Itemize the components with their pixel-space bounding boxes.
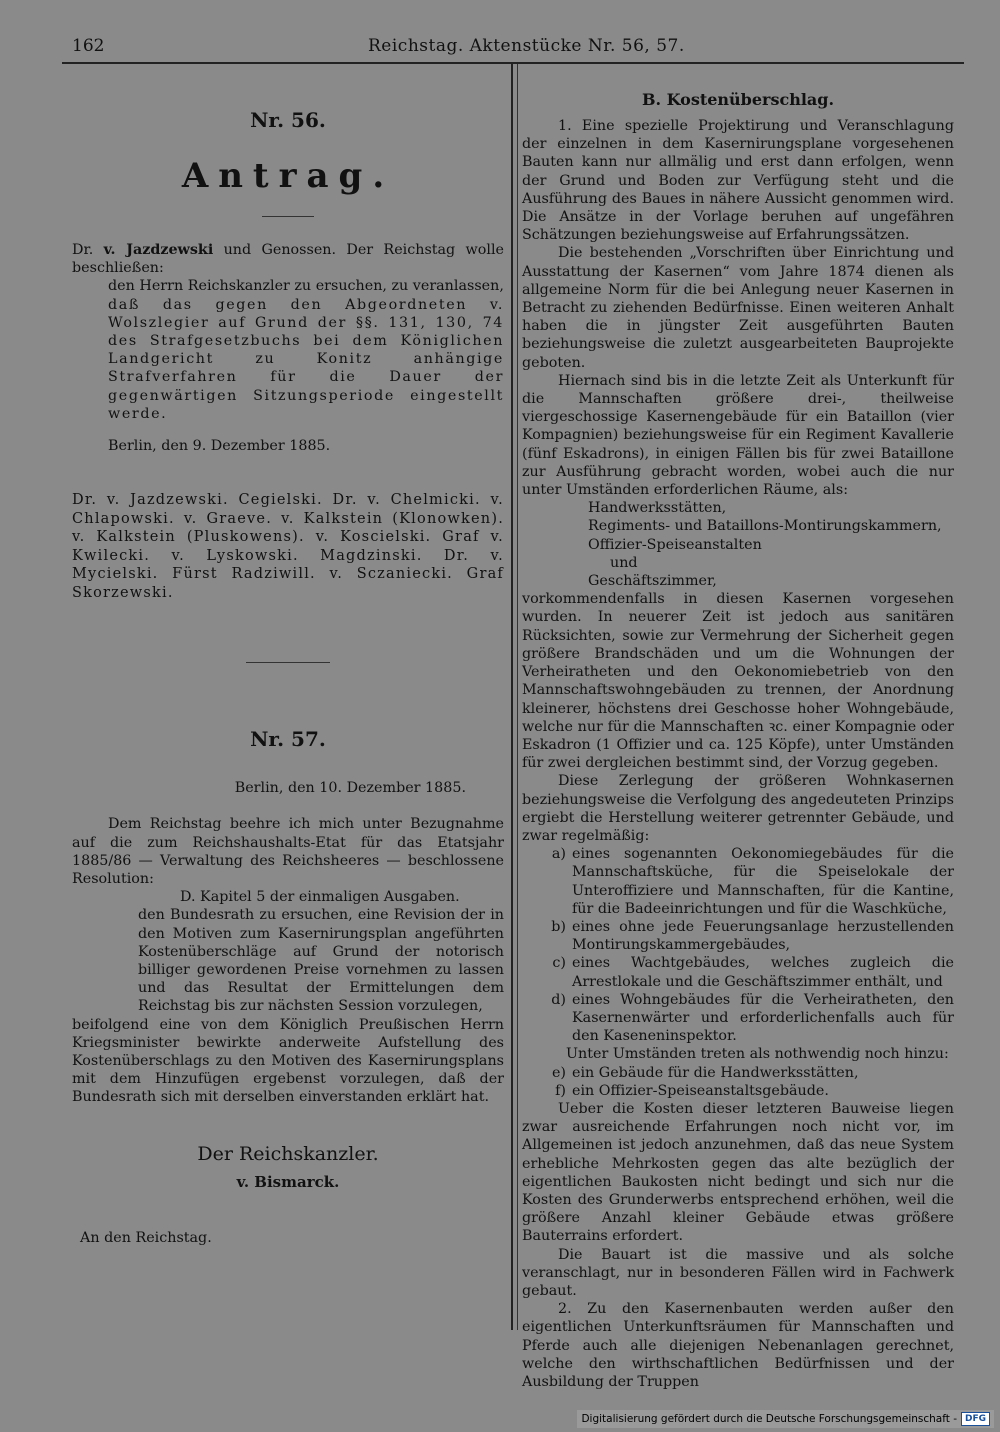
digitization-credit	[577, 1410, 994, 1428]
list-item-label: c)	[552, 955, 566, 972]
paragraph-4: vorkommendenfalls in diesen Kasernen vorgesehen wurden. In neuerer Zeit ist jedoch aus sanitären Rücksichten, sowie zur Vermehrung der Sicherheit gegen größere Brandschäden und um die Wohnungen der Verheiratheten und den Oekonomiebetrieb von den Mannschaftswohngebäuden zu trennen, der Anordnung kleinerer, höchstens drei Geschosse hoher Wohngebäude, welche nur für die Mannschaften ꝛc. einer Kompagnie oder Eskadron (1 Offizier und ca. 125 Köpfe), unter Umständen für zwei dergleichen bestimmt sind, der Vorzug gegeben.	[522, 591, 954, 772]
rooms-list-item: Geschäftszimmer,	[588, 573, 717, 590]
motion-line-2: daß das gegen den Abgeordneten v. Wolszlegier auf Grund der §§. 131, 130, 74 des Strafgesetzbuchs bei dem Königlichen Landgericht zu Konitz anhängige Strafverfahren für die Dauer der gegenwärtigen Sitzungsperiode eingestellt werde.	[108, 296, 504, 422]
right-column	[522, 90, 954, 1391]
section-divider	[262, 216, 314, 217]
left-column	[72, 64, 504, 1247]
list-item-label: d)	[551, 991, 566, 1008]
letter-closing: beifolgend eine von dem Königlich Preußischen Herrn Kriegsminister bewirkte anderweite Aufstellung des Kostenüberschlags zu den Motiven des Kasernirungsplans mit dem Hinzufügen ergebenst vorzulegen, daß der Bundesrath sich mit derselben einverstanden erklärt hat.	[72, 1016, 504, 1106]
resolution-body: den Bundesrath zu ersuchen, eine Revision der in den Motiven zum Kasernirungsplan angeführten Kostenüberschläge auf Grund der notorisch billiger gewordenen Preise vornehmen zu lassen und das Resultat der Ermittelungen dem Reichstag bis zur nächsten Session vorzulegen,	[138, 907, 504, 1015]
list-item-label: f)	[555, 1082, 566, 1099]
motion-lead-name: v. Jazdzewski	[103, 242, 214, 258]
paragraph-7: Ueber die Kosten dieser letzteren Bauweise liegen zwar ausreichende Erfahrungen noch nicht vor, im Allgemeinen ist jedoch anzunehmen, daß das neue System erhebliche Mehrkosten gegen das alte bezüglich der eigentlichen Baukosten nicht bedingt und sich nur die Kosten des Grunderwerbs entsprechend erhöhen, weil die größere Anzahl kleiner Gebäude etwas größere Bauterrains erfordert.	[522, 1100, 954, 1245]
nr56-heading: Nr. 56.	[250, 108, 326, 132]
credit-text: Digitalisierung gefördert durch die Deutsche Forschungsgemeinschaft -	[581, 1413, 957, 1425]
letter-intro: Dem Reichstag beehre ich mich unter Bezugnahme auf die zum Reichshaushalts-Etat für das Etatsjahr 1885/86 — Verwaltung des Reichsheeres — beschlossene Resolution:	[72, 816, 504, 888]
column-separator-inner	[517, 64, 518, 1330]
list-item-text: eines Wohngebäudes für die Verheiratheten, den Kasernenwärter und erforderlichenfalls auch für den Kaseneninspektor.	[572, 991, 954, 1045]
running-title: Reichstag. Aktenstücke Nr. 56, 57.	[368, 36, 685, 56]
signatories: Dr. v. Jazdzewski. Cegielski. Dr. v. Chelmicki. v. Chlapowski. v. Graeve. v. Kalkstein (Klonowken). v. Kalkstein (Pluskowens). v. Koscielski. Graf v. Kwilecki. v. Lyskowski. Magdzinski. Dr. v. Mycielski. Fürst Radziwill. v. Sczaniecki. Graf Skorzewski.	[72, 492, 504, 601]
paragraph-1: 1. Eine spezielle Projektirung und Veranschlagung der einzelnen in dem Kasernirungsplane vorgesehenen Bauten kann nur allmälig und erst dann erfolgen, wenn der Grund und Boden zur Verfügung steht und die Ausführung des Baues in nähere Aussicht genommen wird. Die Ansätze in der Vorlage beruhen auf ungefähren Schätzungen beziehungsweise auf Erfahrungssätzen.	[522, 118, 954, 244]
rooms-list	[522, 499, 954, 590]
rooms-list-item: Handwerksstätten,	[588, 500, 727, 517]
list-item-text: eines sogenannten Oekonomiegebäudes für die Mannschaftsküche, für die Speiselokale der Unteroffiziere und Mannschaften, für die Kantine, für die Badeeinrichtungen und für die Waschküche,	[572, 846, 954, 917]
dfg-logo: DFG	[961, 1412, 990, 1426]
motion-lead	[72, 241, 504, 277]
list-item	[522, 991, 954, 1046]
list-item	[522, 1082, 954, 1100]
rooms-list-item: Regiments- und Bataillons-Montirungskammern,	[588, 518, 942, 535]
paragraph-9: 2. Zu den Kasernenbauten werden außer den eigentlichen Unterkunftsräumen für Mannschaften und Pferde auch alle diejenigen Nebenanlagen gerechnet, welche den wirthschaftlichen Bedürfnissen und der Ausbildung der Truppen	[522, 1301, 954, 1391]
paragraph-5: Diese Zerlegung der größeren Wohnkasernen beziehungsweise die Verfolgung des angedeuteten Prinzips ergiebt die Herstellung weiterer getrennter Gebäude, und zwar regelmäßig:	[522, 773, 954, 844]
motion-date: Berlin, den 9. Dezember 1885.	[108, 438, 331, 455]
paragraph-8: Die Bauart ist die massive und als solche veranschlagt, nur in besonderen Fällen wird in Fachwerk gebaut.	[522, 1246, 954, 1299]
resolution-head: D. Kapitel 5 der einmaligen Ausgaben.	[180, 889, 460, 906]
column-separator	[511, 64, 513, 1330]
list-item-text: ein Gebäude für die Handwerksstätten,	[572, 1064, 859, 1081]
page-number: 162	[72, 36, 105, 56]
paragraph-2: Die bestehenden „Vorschriften über Einrichtung und Ausstattung der Kasernen“ vom Jahre 1874 dienen als allgemeine Norm für die bei Anlegung neuer Kasernen in Betracht zu ziehenden Bedürfnisse. Einen weiteren Anhalt haben die in jüngster Zeit ausgeführten Bauten beziehungsweise die zuletzt ausgearbeiteten Bauprojekte geboten.	[522, 245, 954, 371]
list-item-label: e)	[551, 1064, 566, 1081]
rooms-list-item: Offizier-Speiseanstalten	[588, 536, 762, 553]
motion-line-1: den Herrn Reichskanzler zu ersuchen, zu veranlassen,	[108, 278, 504, 295]
rooms-list-item: und	[610, 554, 638, 571]
list-item	[522, 1064, 954, 1082]
motion-lead-text: und Genossen. Der Reichstag wolle beschließen:	[72, 242, 504, 277]
signature-title: Der Reichskanzler.	[197, 1142, 379, 1165]
section-divider-2	[246, 662, 330, 663]
list-item-text: ein Offizier-Speiseanstaltsgebäude.	[572, 1082, 829, 1099]
list-item	[522, 845, 954, 918]
signature-name: v. Bismarck.	[236, 1172, 340, 1191]
section-b-title: B. Kostenüberschlag.	[641, 90, 835, 109]
list-item-text: eines Wachtgebäudes, welches zugleich die Arrestlokale und die Geschäftszimmer enthält, und	[572, 955, 954, 990]
letter-address: An den Reichstag.	[80, 1229, 212, 1246]
list-item	[522, 918, 954, 954]
nr57-heading: Nr. 57.	[250, 727, 326, 752]
motion-lead-prefix: Dr.	[72, 242, 104, 258]
paragraph-3: Hiernach sind bis in die letzte Zeit als Unterkunft für die Mannschaften größere drei-, theilweise viergeschossige Kasernengebäude für ein Bataillon (vier Kompagnien) beziehungsweise für ein Regiment Kavallerie (fünf Eskadrons), in einigen Fällen bis für zwei Bataillone zur Ausführung gebracht worden, wobei auch die nur unter Umständen erforderlichen Räume, als:	[522, 372, 954, 499]
list-item	[522, 954, 954, 990]
list-item-label: b)	[551, 918, 566, 935]
letter-date: Berlin, den 10. Dezember 1885.	[234, 780, 466, 797]
paragraph-6: Unter Umständen treten als nothwendig noch hinzu:	[566, 1046, 949, 1063]
list-item-text: eines ohne jede Feuerungsanlage herzustellenden Montirungskammergebäudes,	[572, 918, 954, 954]
antrag-heading: Antrag.	[181, 156, 395, 196]
list-item-label: a)	[551, 846, 566, 863]
